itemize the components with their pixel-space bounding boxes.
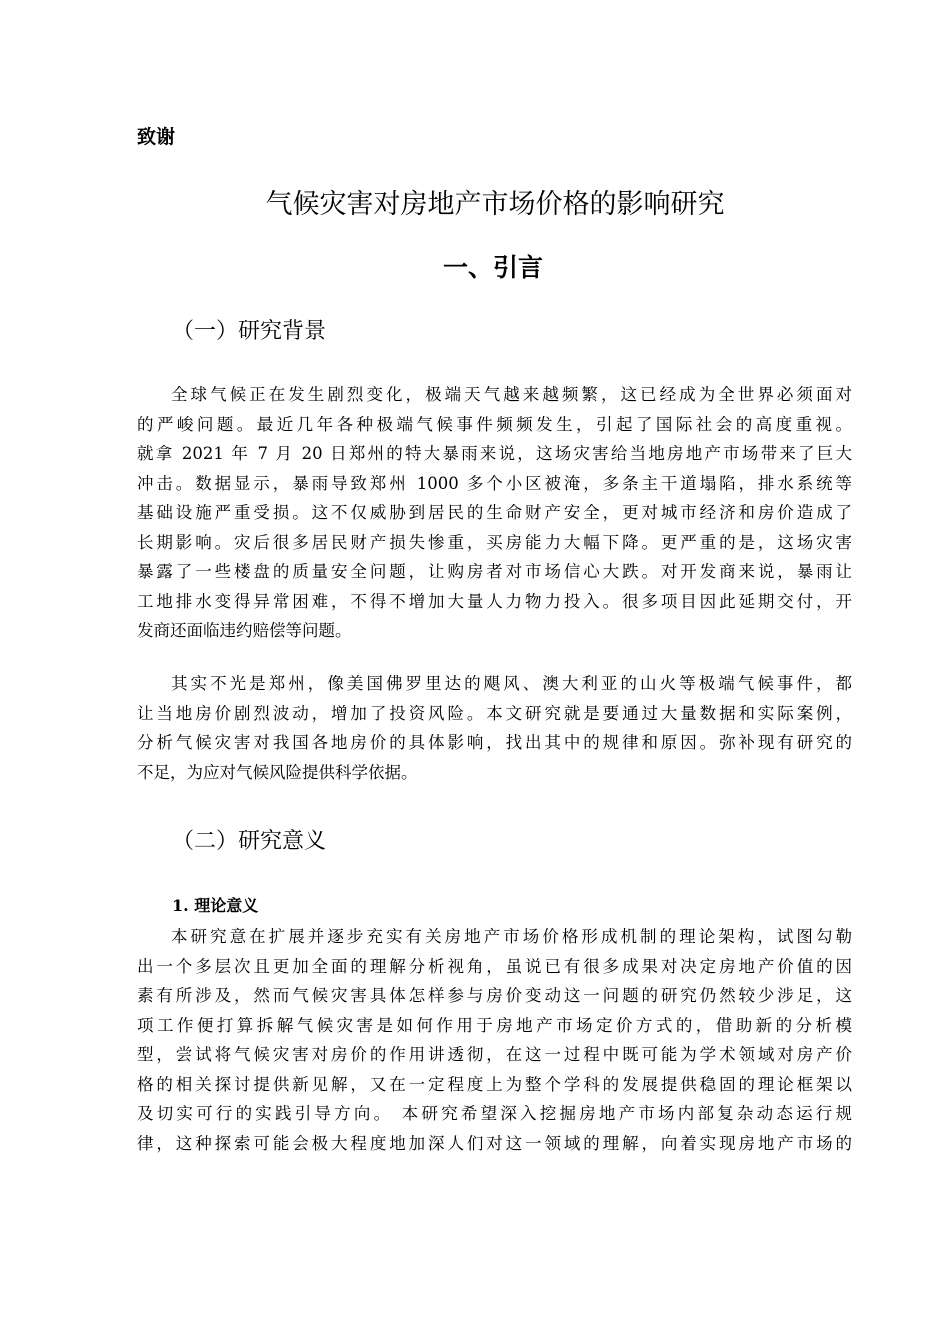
item-heading-theoretical-significance: 1. 理论意义 (172, 896, 259, 915)
paragraph-line: 本研究意在扩展并逐步充实有关房地产市场价格形成机制的理论架构，试图勾勒 (171, 927, 852, 946)
paragraph-line: 就拿 2021 年 7 月 20 日郑州的特大暴雨来说，这场灾害给当地房地产市场带来了巨大 (137, 444, 852, 463)
paragraph-line: 其实不光是郑州，像美国佛罗里达的飓风、澳大利亚的山火等极端气候事件，都 (171, 674, 852, 693)
paragraph-line: 不足，为应对气候风险提供科学依据。 (137, 762, 418, 782)
background-paragraph-2 (137, 669, 852, 787)
subsection-heading-significance: （二）研究意义 (172, 829, 327, 854)
paragraph-line: 素有所涉及，然而气候灾害具体怎样参与房价变动这一问题的研究仍然较少涉足，这 (137, 986, 852, 1005)
paragraph-line: 的严峻问题。最近几年各种极端气候事件频频发生，引起了国际社会的高度重视。 (137, 414, 852, 434)
paragraph-line: 型，尝试将气候灾害对房价的作用讲透彻，在这一过程中既可能为学术领域对房产价 (137, 1045, 852, 1064)
paragraph-line: 全球气候正在发生剧烈变化，极端天气越来越频繁，这已经成为全世界必须面对 (171, 385, 852, 404)
paragraph-line: 基础设施严重受损。这不仅威胁到居民的生命财产安全，更对城市经济和房价造成了 (137, 503, 852, 522)
paragraph-line: 出一个多层次且更加全面的理解分析视角，虽说已有很多成果对决定房地产价值的因 (137, 956, 852, 976)
theoretical-significance-paragraph (137, 922, 852, 1158)
paragraph-line: 及切实可行的实践引导方向。 本研究希望深入挖掘房地产市场内部复杂动态运行规 (137, 1104, 852, 1123)
paragraph-line: 冲击。数据显示，暴雨导致郑州 1000 多个小区被淹，多条主干道塌陷，排水系统等 (137, 473, 852, 493)
paragraph-line: 暴露了一些楼盘的质量安全问题，让购房者对市场信心大跌。对开发商来说，暴雨让 (137, 562, 852, 581)
document-title: 气候灾害对房地产市场价格的影响研究 (265, 189, 725, 220)
paragraph-line: 分析气候灾害对我国各地房价的具体影响，找出其中的规律和原因。弥补现有研究的 (137, 733, 852, 752)
paragraph-line: 格的相关探讨提供新见解，又在一定程度上为整个学科的发展提供稳固的理论框架以 (137, 1074, 852, 1094)
paragraph-line: 项工作便打算拆解气候灾害是如何作用于房地产市场定价方式的，借助新的分析模 (137, 1015, 852, 1035)
paragraph-line: 工地排水变得异常困难，不得不增加大量人力物力投入。很多项目因此延期交付，开 (137, 591, 852, 611)
paragraph-line: 律，这种探索可能会极大程度地加深人们对这一领域的理解，向着实现房地产市场的 (137, 1133, 852, 1153)
section-heading-introduction: 一、引言 (442, 253, 543, 282)
paragraph-line: 让当地房价剧烈波动，增加了投资风险。本文研究就是要通过大量数据和实际案例， (137, 703, 852, 723)
paragraph-line: 发商还面临违约赔偿等问题。 (137, 621, 352, 640)
subsection-heading-background: （一）研究背景 (172, 319, 327, 344)
background-paragraph-1 (137, 380, 852, 646)
acknowledgement-heading: 致谢 (137, 126, 176, 148)
paragraph-line: 长期影响。灾后很多居民财产损失惨重，买房能力大幅下降。更严重的是，这场灾害 (137, 532, 852, 552)
